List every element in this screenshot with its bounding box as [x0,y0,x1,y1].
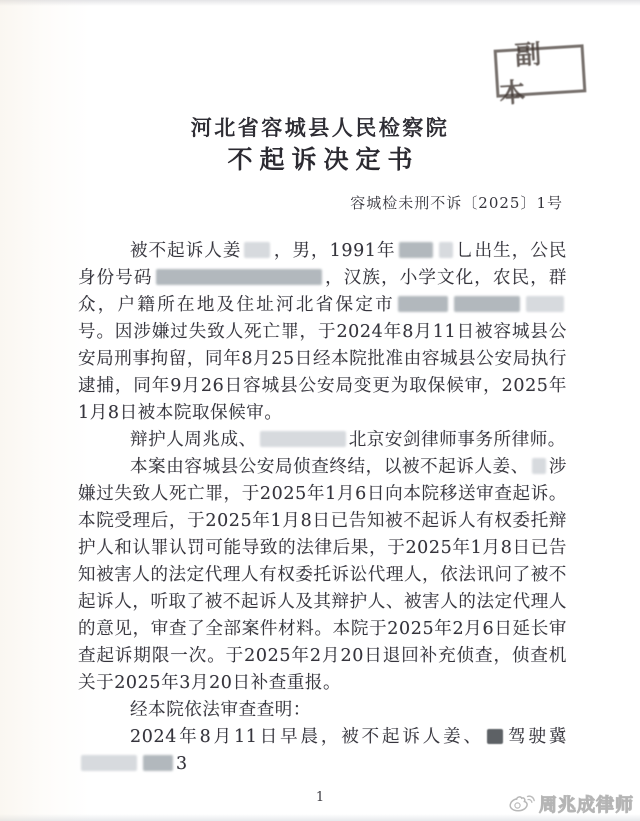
redaction-block [439,242,453,258]
document-paragraph: 本案由容城县公安局侦查终结，以被不起诉人姜、 涉嫌过失致人死亡罪，于2025年1月6日向本院移送审查起诉。本院受理后，于2025年1月8日已告知被不起诉人有权委托辩护人和认罪认罚可能导致的法律后果，于2025年1月8日已告知被害人的法定代理人有权委托诉讼代理人，依法讯问了被不起诉人，听取了被不起诉人及其辩护人、被害人的法定代理人的意见，审查了全部案件材料。本院于2025年2月6日延长审查起诉期限一次。于2025年2月20日退回补充侦查，侦查机关于2025年3月20日补查重报。 [78,457,567,693]
document-number: 容城检未刑不诉〔2025〕1号 [350,194,563,212]
redaction-block [81,755,137,771]
redaction-block [532,458,546,474]
redaction-block [454,296,520,312]
redaction-block [398,296,448,312]
document-type-title: 不起诉决定书 [227,145,420,174]
document-body [78,238,567,778]
redaction-block [156,269,322,285]
redaction-block [260,431,346,447]
page-number: 1 [315,790,325,805]
watermark [507,791,634,817]
weibo-logo-icon [507,792,537,816]
redaction-block [244,242,270,258]
watermark-text: 周兆成律师 [539,795,634,816]
redaction-block [487,729,503,744]
document-paragraph: 辩护人周兆成、 北京安剑律师事务所律师。 [130,430,566,450]
redaction-block [399,242,433,258]
document-paragraph: 2024年8月11日早晨，被不起诉人姜、 驾驶冀3 [78,724,567,778]
redaction-block [526,296,564,312]
copy-seal-stamp [494,38,587,110]
issuing-authority-title: 河北省容城县人民检察院 [190,115,450,140]
document-paragraph: 经本院依法审查查明： [130,700,311,720]
document-paragraph: 被不起诉人姜 ，男，1991年 乚出生，公民身份号码 ，汉族，小学文化，农民，群众，户籍所在地及住址河北省保定市号。因涉嫌过失致人死亡罪，于2024年8月11日被容城县公安局刑事拘留，同年8月25日经本院批准由容城县公安局执行逮捕，同年9月26日容城县公安局变更为取保候审，2025年1月8日被本院取保候审。 [78,241,567,423]
copy-seal-label: 副本 [498,38,560,110]
redaction-block [143,755,173,771]
